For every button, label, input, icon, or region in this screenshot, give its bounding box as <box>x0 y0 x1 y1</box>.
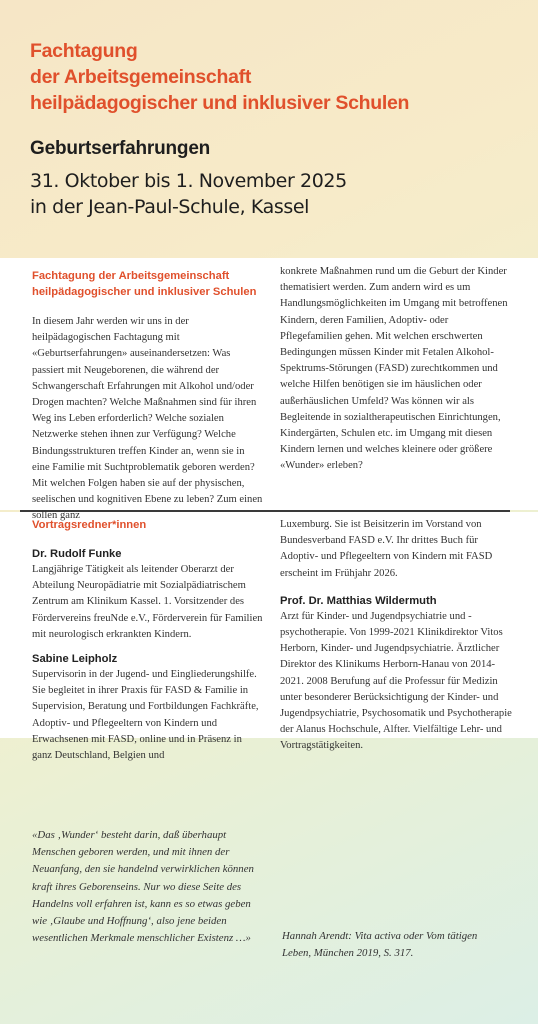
arendt-quote: «Das ‚Wunder‘ besteht darin, daß überhaupt Menschen geboren werden, und mit ihnen der Neuanfang, den sie handelnd verwirklichen können kraft ihres Geborenseins. Nur wo diese Seite des Handelns voll erfahren ist, kann es so etwas geben wie ‚Glaube und Hoffnung‘, also jene beiden wesentlichen Merkmale menschlicher Existenz …» <box>32 829 254 945</box>
speaker-name-wildermuth: Prof. Dr. Matthias Wildermuth <box>280 594 437 607</box>
speaker-bio-funke: Langjährige Tätigkeit als leitender Oberarzt der Abteilung Neuropädiatrie mit Sozialpädiatrischem Zentrum am Klinikum Kassel. 1. Vorsitzender des Fördervereins freuNde e.V., Förderverein für Familien mit neurologisch erkrankten Kindern. <box>32 564 263 640</box>
header <box>30 38 520 220</box>
speakers-right-column <box>280 517 512 755</box>
speaker-bio-leipholz-cont: Luxemburg. Sie ist Beisitzerin im Vorstand von Bundesverband FASD e.V. Ihr drittes Buch für Adoptiv- und Pflegeeltern von Kindern mit FASD erscheint im Frühjahr 2026. <box>280 519 493 579</box>
intro-left-column <box>32 268 264 525</box>
intro-text-left: In diesem Jahr werden wir uns in der heilpädagogischen Fachtagung mit «Geburtserfahrungen» auseinandersetzen: Was passiert mit Neugeborenen, die während der Schwangerschaft Erfahrungen mit Alkohol und/oder Drogen machten? Welche Maßnahmen sind für ihren Weg ins Leben erforderlich? Welche sozialen Netzwerke stehen ihnen zur Verfügung? Welche Bindungsstrukturen treffen Kinder an, wenn sie in eine Familie mit Suchtproblematik geboren werden? Mit welchen Folgen haben sie auf der physischen, seelischen und kognitiven Ebene zu leben? Zum einen sollen ganz <box>32 316 263 522</box>
event-location: in der Jean-Paul-Schule, Kassel <box>30 196 309 218</box>
event-subtitle: Geburtserfahrungen <box>30 138 211 159</box>
event-title-line: Fachtagung <box>30 40 138 62</box>
intro-right-column <box>280 264 512 475</box>
speaker-bio-leipholz: Supervisorin in der Jugend- und Eingliederungshilfe. Sie begleitet in ihrer Praxis für FASD & Familie in Supervision, Beratung und Fortbildungen Fachkräfte, Adoptiv- und Pflegeeltern von Kindern und Erwachsenen mit FASD, online und in Präsenz in ganz Deutschland, Belgien und <box>32 669 259 762</box>
intro-heading: Fachtagung der Arbeitsgemeinschaft heilpädagogischer und inklusiver Schulen <box>32 270 257 298</box>
speakers-heading: Vortragsredner*innen <box>32 519 147 531</box>
intro-text-right: konkrete Maßnahmen rund um die Geburt der Kinder thematisiert werden. Zum andern wird es um Handlungsmöglichkeiten im Umgang mit betroffenen Kindern, deren Familien, Adoptiv- oder Pflegefamilien gehen. Mit welchen erschwerten Bedingungen müssen Kinder mit Fetalen Alkohol-Spektrums-Störungen (FASD) zurechtkommen und welche Hilfen benötigen sie im häuslichen oder außerhäuslichen Umfeld? Was können wir als Begleitende in sozialtherapeutischen Einrichtungen, Kindergärten, Schulen etc. im Umgang mit diesen Kindern lernen und welches kleinere oder größere «Wunder» erleben? <box>280 266 508 472</box>
speaker-name-leipholz: Sabine Leipholz <box>32 653 118 666</box>
event-title <box>30 38 520 116</box>
speaker-name-funke: Dr. Rudolf Funke <box>32 548 122 560</box>
event-title-line: heilpädagogischer und inklusiver Schulen <box>30 92 410 114</box>
speaker-bio-wildermuth: Arzt für Kinder- und Jugendpsychiatrie und -psychotherapie. Von 1999-2021 Klinikdirektor Vitos Herborn, Kinder- und Jugendpsychiatrie. Ärztlicher Direktor des Klinikums Herborn-Hanau von 2014-2021. 2008 Berufung auf die Professur für Medizin unter besonderer Berücksichtigung der Kinder- und Jugendpsychiatrie, Psychosomatik und Psychotherapie der Alanus Hochschule, Alfter. Vielfältige Lehr- und Vortragstätigkeiten. <box>280 610 512 752</box>
quote-source: Hannah Arendt: Vita activa oder Vom tätigen Leben, München 2019, S. 317. <box>282 930 478 960</box>
event-date: 31. Oktober bis 1. November 2025 <box>30 170 347 192</box>
speakers-left-column <box>32 517 264 764</box>
event-title-line: der Arbeitsgemeinschaft <box>30 66 252 88</box>
